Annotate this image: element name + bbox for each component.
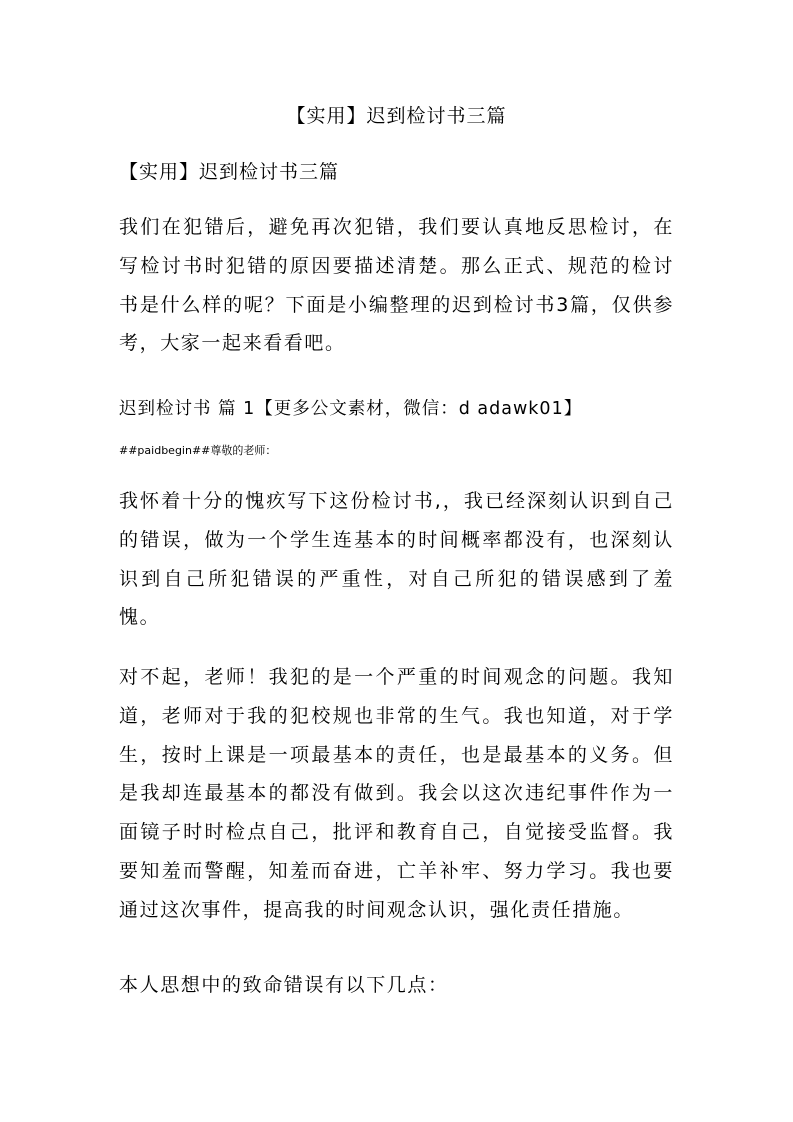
body-paragraph-2: 对不起，老师！我犯的是一个严重的时间观念的问题。我知道，老师对于我的犯校规也非常的生气。我也知道，对于学生，按时上课是一项最基本的责任，也是最基本的义务。但是我却连最基本的都没有做到。我会以这次违纪事件作为一面镜子时时检点自己，批评和教育自己，自觉接受监督。我要知羞而警醒，知羞而奋进，亡羊补牢、努力学习。我也要通过这次事件，提高我的时间观念认识，强化责任措施。 bbox=[119, 666, 674, 921]
intro-paragraph: 我们在犯错后，避免再次犯错，我们要认真地反思检讨，在写检讨书时犯错的原因要描述清楚。那么正式、规范的检讨书是什么样的呢？下面是小编整理的迟到检讨书3篇，仅供参考，大家一起来看看吧。 bbox=[119, 216, 674, 355]
body-paragraph-3: 本人思想中的致命错误有以下几点： bbox=[119, 974, 449, 996]
greeting-line: ##paidbegin##尊敬的老师： bbox=[119, 444, 277, 457]
document-subtitle: 【实用】迟到检讨书三篇 bbox=[119, 161, 340, 183]
document-title: 【实用】迟到检讨书三篇 bbox=[286, 105, 507, 127]
body-paragraph-1: 我怀着十分的愧疚写下这份检讨书,，我已经深刻认识到自己的错误，做为一个学生连基本的时间概率都没有，也深刻认识到自己所犯错误的严重性，对自己所犯的错误感到了羞愧。 bbox=[119, 490, 674, 629]
article-heading: 迟到检讨书 篇 1【更多公文素材，微信：d adawk01】 bbox=[119, 399, 583, 419]
